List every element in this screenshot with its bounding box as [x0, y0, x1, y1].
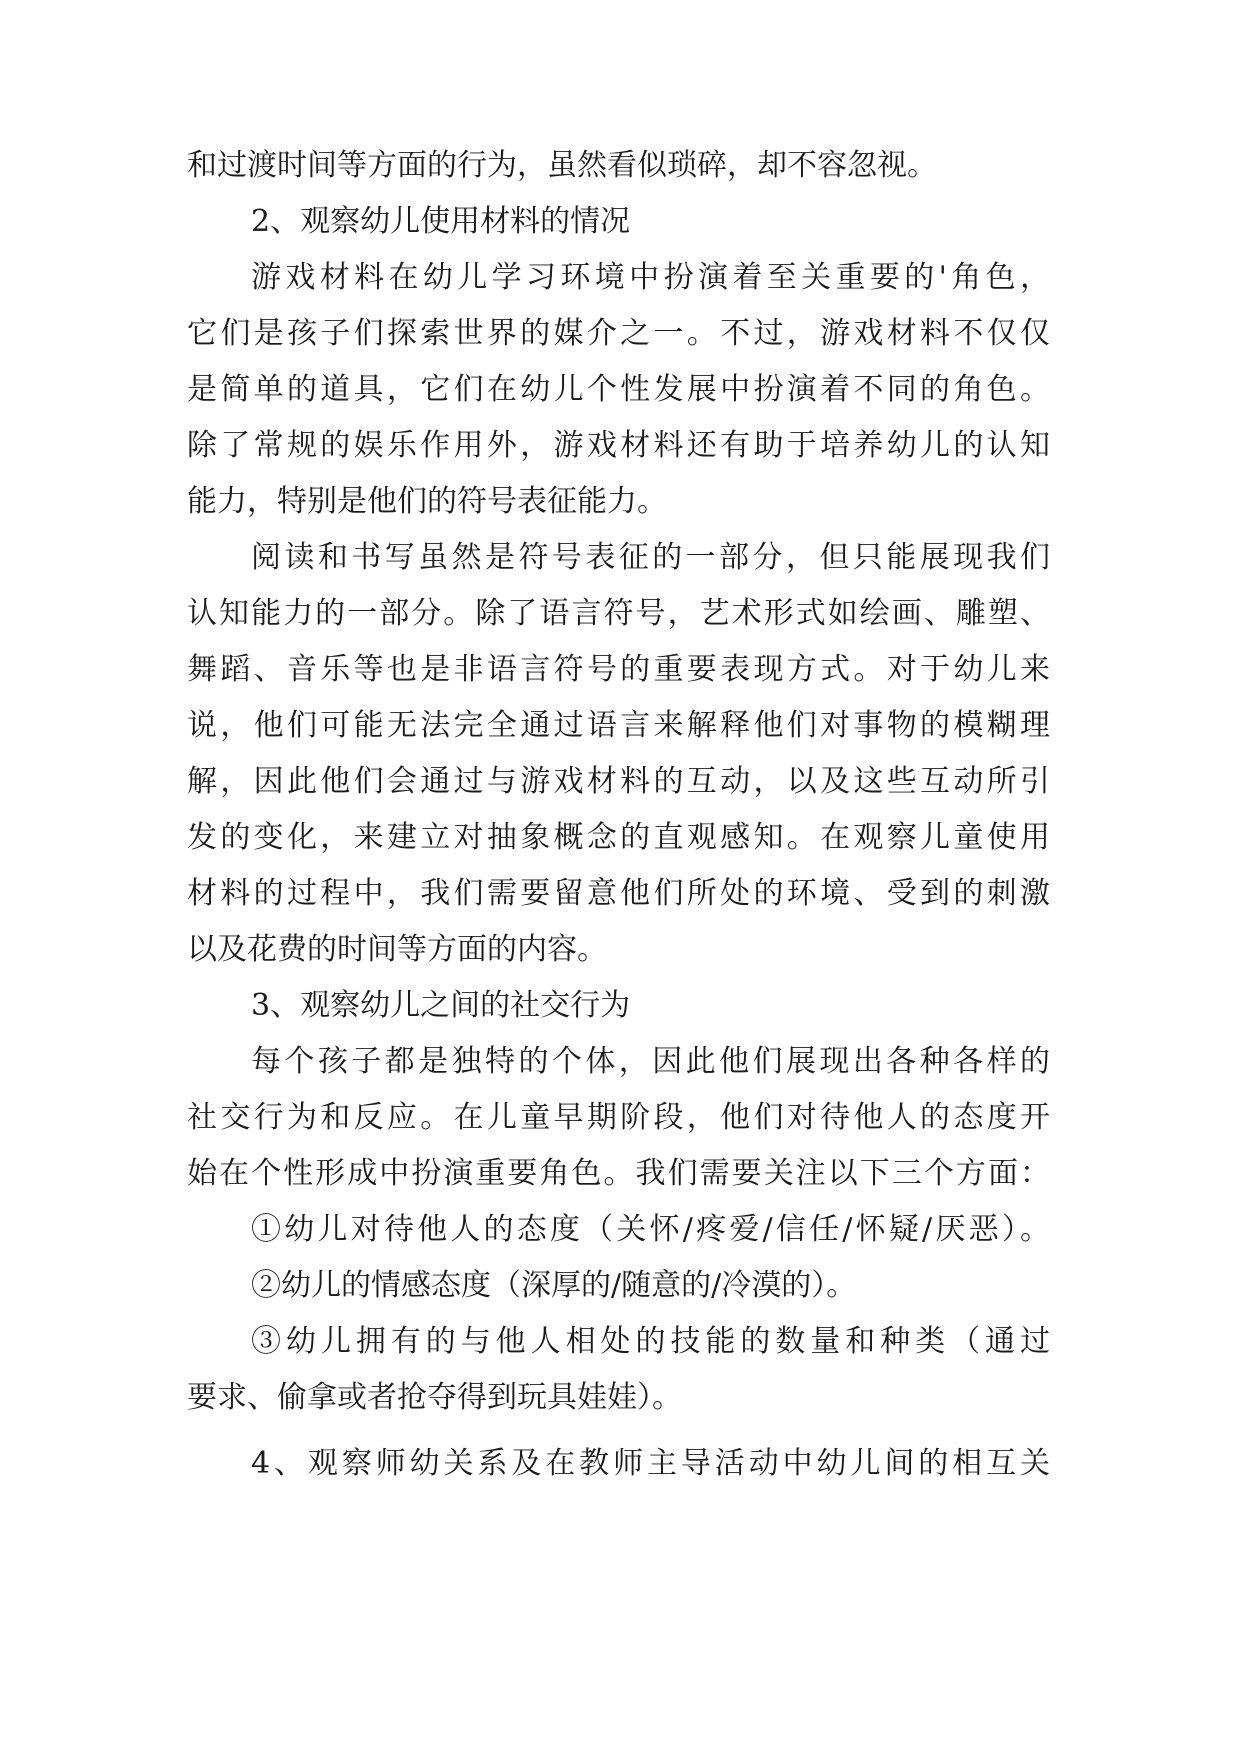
section-heading: 4、观察师幼关系及在教师主导活动中幼儿间的相互关	[251, 1446, 1050, 1481]
paragraph-line: 始在个性形成中扮演重要角色。我们需要关注以下三个方面：	[187, 1156, 1050, 1191]
list-item: 要求、偷拿或者抢夺得到玩具娃娃）。	[187, 1380, 682, 1415]
paragraph-line: 发的变化，来建立对抽象概念的直观感知。在观察儿童使用	[187, 820, 1050, 855]
paragraph-line: 材料的过程中，我们需要留意他们所处的环境、受到的刺激	[187, 876, 1050, 911]
paragraph-line: 说，他们可能无法完全通过语言来解释他们对事物的模糊理	[187, 708, 1050, 743]
paragraph-line: 和过渡时间等方面的行为，虽然看似琐碎，却不容忽视。	[187, 148, 937, 183]
paragraph-line: 游戏材料在幼儿学习环境中扮演着至关重要的'角色，	[251, 260, 1050, 295]
paragraph-line: 以及花费的时间等方面的内容。	[187, 932, 607, 967]
list-item: ③幼儿拥有的与他人相处的技能的数量和种类（通过	[251, 1324, 1050, 1359]
paragraph-line: 社交行为和反应。在儿童早期阶段，他们对待他人的态度开	[187, 1100, 1050, 1135]
paragraph-line: 解，因此他们会通过与游戏材料的互动，以及这些互动所引	[187, 764, 1050, 799]
paragraph-line: 阅读和书写虽然是符号表征的一部分，但只能展现我们	[251, 540, 1050, 575]
paragraph-line: 是简单的道具，它们在幼儿个性发展中扮演着不同的角色。	[187, 372, 1050, 407]
paragraph-line: 每个孩子都是独特的个体，因此他们展现出各种各样的	[251, 1044, 1050, 1079]
list-item: ①幼儿对待他人的态度（关怀/疼爱/信任/怀疑/厌恶）。	[251, 1212, 1050, 1247]
paragraph-line: 除了常规的娱乐作用外，游戏材料还有助于培养幼儿的认知	[187, 428, 1050, 463]
paragraph-line: 能力，特别是他们的符号表征能力。	[187, 484, 667, 519]
paragraph-line: 它们是孩子们探索世界的媒介之一。不过，游戏材料不仅仅	[187, 316, 1050, 351]
paragraph-line: 认知能力的一部分。除了语言符号，艺术形式如绘画、雕塑、	[187, 596, 1050, 631]
section-heading: 3、观察幼儿之间的社交行为	[251, 988, 631, 1023]
section-heading: 2、观察幼儿使用材料的情况	[251, 204, 631, 239]
paragraph-line: 舞蹈、音乐等也是非语言符号的重要表现方式。对于幼儿来	[187, 652, 1050, 687]
list-item: ②幼儿的情感态度（深厚的/随意的/冷漠的）。	[251, 1268, 857, 1303]
